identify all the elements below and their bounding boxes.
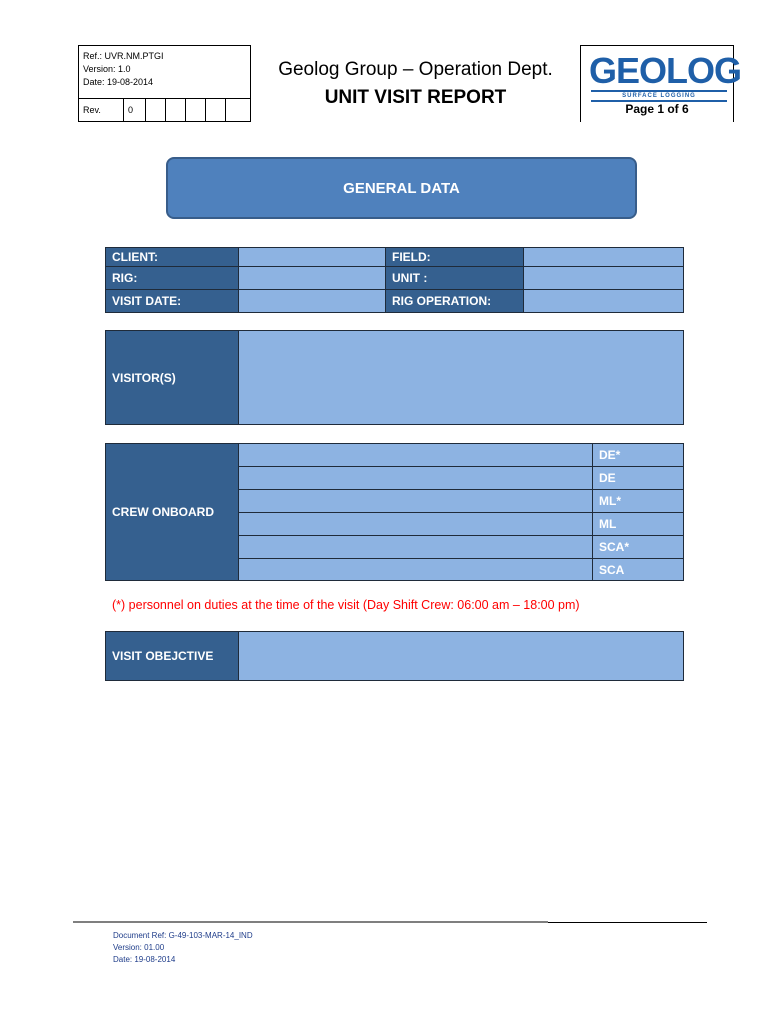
visit-objective-field[interactable] bbox=[239, 632, 684, 681]
visitors-label: VISITOR(S) bbox=[106, 331, 239, 425]
rev-cell bbox=[206, 99, 226, 121]
visit-objective-label: VISIT OBEJCTIVE bbox=[106, 632, 239, 681]
rev-cell bbox=[146, 99, 166, 121]
page-number: Page 1 of 6 bbox=[625, 102, 689, 116]
rev-cell bbox=[186, 99, 206, 121]
rev-cell bbox=[226, 99, 250, 121]
visitors-field[interactable] bbox=[239, 331, 684, 425]
crew-name-field[interactable] bbox=[239, 490, 593, 513]
client-label: CLIENT: bbox=[106, 248, 239, 267]
footer-meta bbox=[113, 930, 253, 966]
rig-field[interactable] bbox=[239, 267, 386, 290]
crew-name-field[interactable] bbox=[239, 536, 593, 559]
date-text: Date: 19-08-2014 bbox=[83, 77, 154, 87]
general-data-table bbox=[105, 247, 684, 313]
rev-label: Rev. bbox=[79, 99, 124, 121]
unit-label: UNIT : bbox=[386, 267, 524, 290]
crew-role: ML bbox=[593, 513, 684, 536]
version-text: Version: 1.0 bbox=[83, 64, 131, 74]
crew-role: SCA* bbox=[593, 536, 684, 559]
visit-date-field[interactable] bbox=[239, 290, 386, 313]
document-title bbox=[251, 45, 580, 122]
visitors-table bbox=[105, 330, 684, 425]
footer-divider-right bbox=[548, 922, 707, 923]
rig-operation-label: RIG OPERATION: bbox=[386, 290, 524, 313]
rig-operation-field[interactable] bbox=[524, 290, 684, 313]
crew-name-field[interactable] bbox=[239, 559, 593, 581]
client-field[interactable] bbox=[239, 248, 386, 267]
footer-doc-ref: Document Ref: G-49-103-MAR-14_IND bbox=[113, 931, 253, 940]
logo-subtitle: SURFACE LOGGING bbox=[591, 90, 727, 102]
visit-date-label: VISIT DATE: bbox=[106, 290, 239, 313]
crew-role: DE* bbox=[593, 444, 684, 467]
field-field[interactable] bbox=[524, 248, 684, 267]
crew-name-field[interactable] bbox=[239, 513, 593, 536]
rig-label: RIG: bbox=[106, 267, 239, 290]
field-label: FIELD: bbox=[386, 248, 524, 267]
footer-date: Date: 19-08-2014 bbox=[113, 955, 176, 964]
duty-note: (*) personnel on duties at the time of the visit (Day Shift Crew: 06:00 am – 18:00 pm) bbox=[112, 598, 580, 612]
visit-objective-table bbox=[105, 631, 684, 681]
geolog-logo: GEOLOG bbox=[589, 50, 742, 91]
crew-role: SCA bbox=[593, 559, 684, 581]
crew-name-field[interactable] bbox=[239, 444, 593, 467]
unit-field[interactable] bbox=[524, 267, 684, 290]
crew-role: DE bbox=[593, 467, 684, 490]
footer-version: Version: 01.00 bbox=[113, 943, 165, 952]
title-line-2: UNIT VISIT REPORT bbox=[324, 87, 507, 108]
rev-cell bbox=[166, 99, 186, 121]
crew-onboard-label: CREW ONBOARD bbox=[106, 444, 239, 581]
ref-text: Ref.: UVR.NM.PTGI bbox=[83, 51, 164, 61]
section-title-general-data: GENERAL DATA bbox=[166, 157, 637, 219]
title-line-1: Geolog Group – Operation Dept. bbox=[278, 59, 553, 80]
crew-table bbox=[105, 443, 684, 581]
logo-box bbox=[580, 45, 742, 122]
revision-row bbox=[79, 98, 250, 121]
rev-value: 0 bbox=[124, 99, 146, 121]
document-meta bbox=[83, 50, 164, 89]
crew-name-field[interactable] bbox=[239, 467, 593, 490]
crew-role: ML* bbox=[593, 490, 684, 513]
document-meta-box bbox=[78, 45, 251, 122]
footer-divider bbox=[73, 921, 548, 923]
